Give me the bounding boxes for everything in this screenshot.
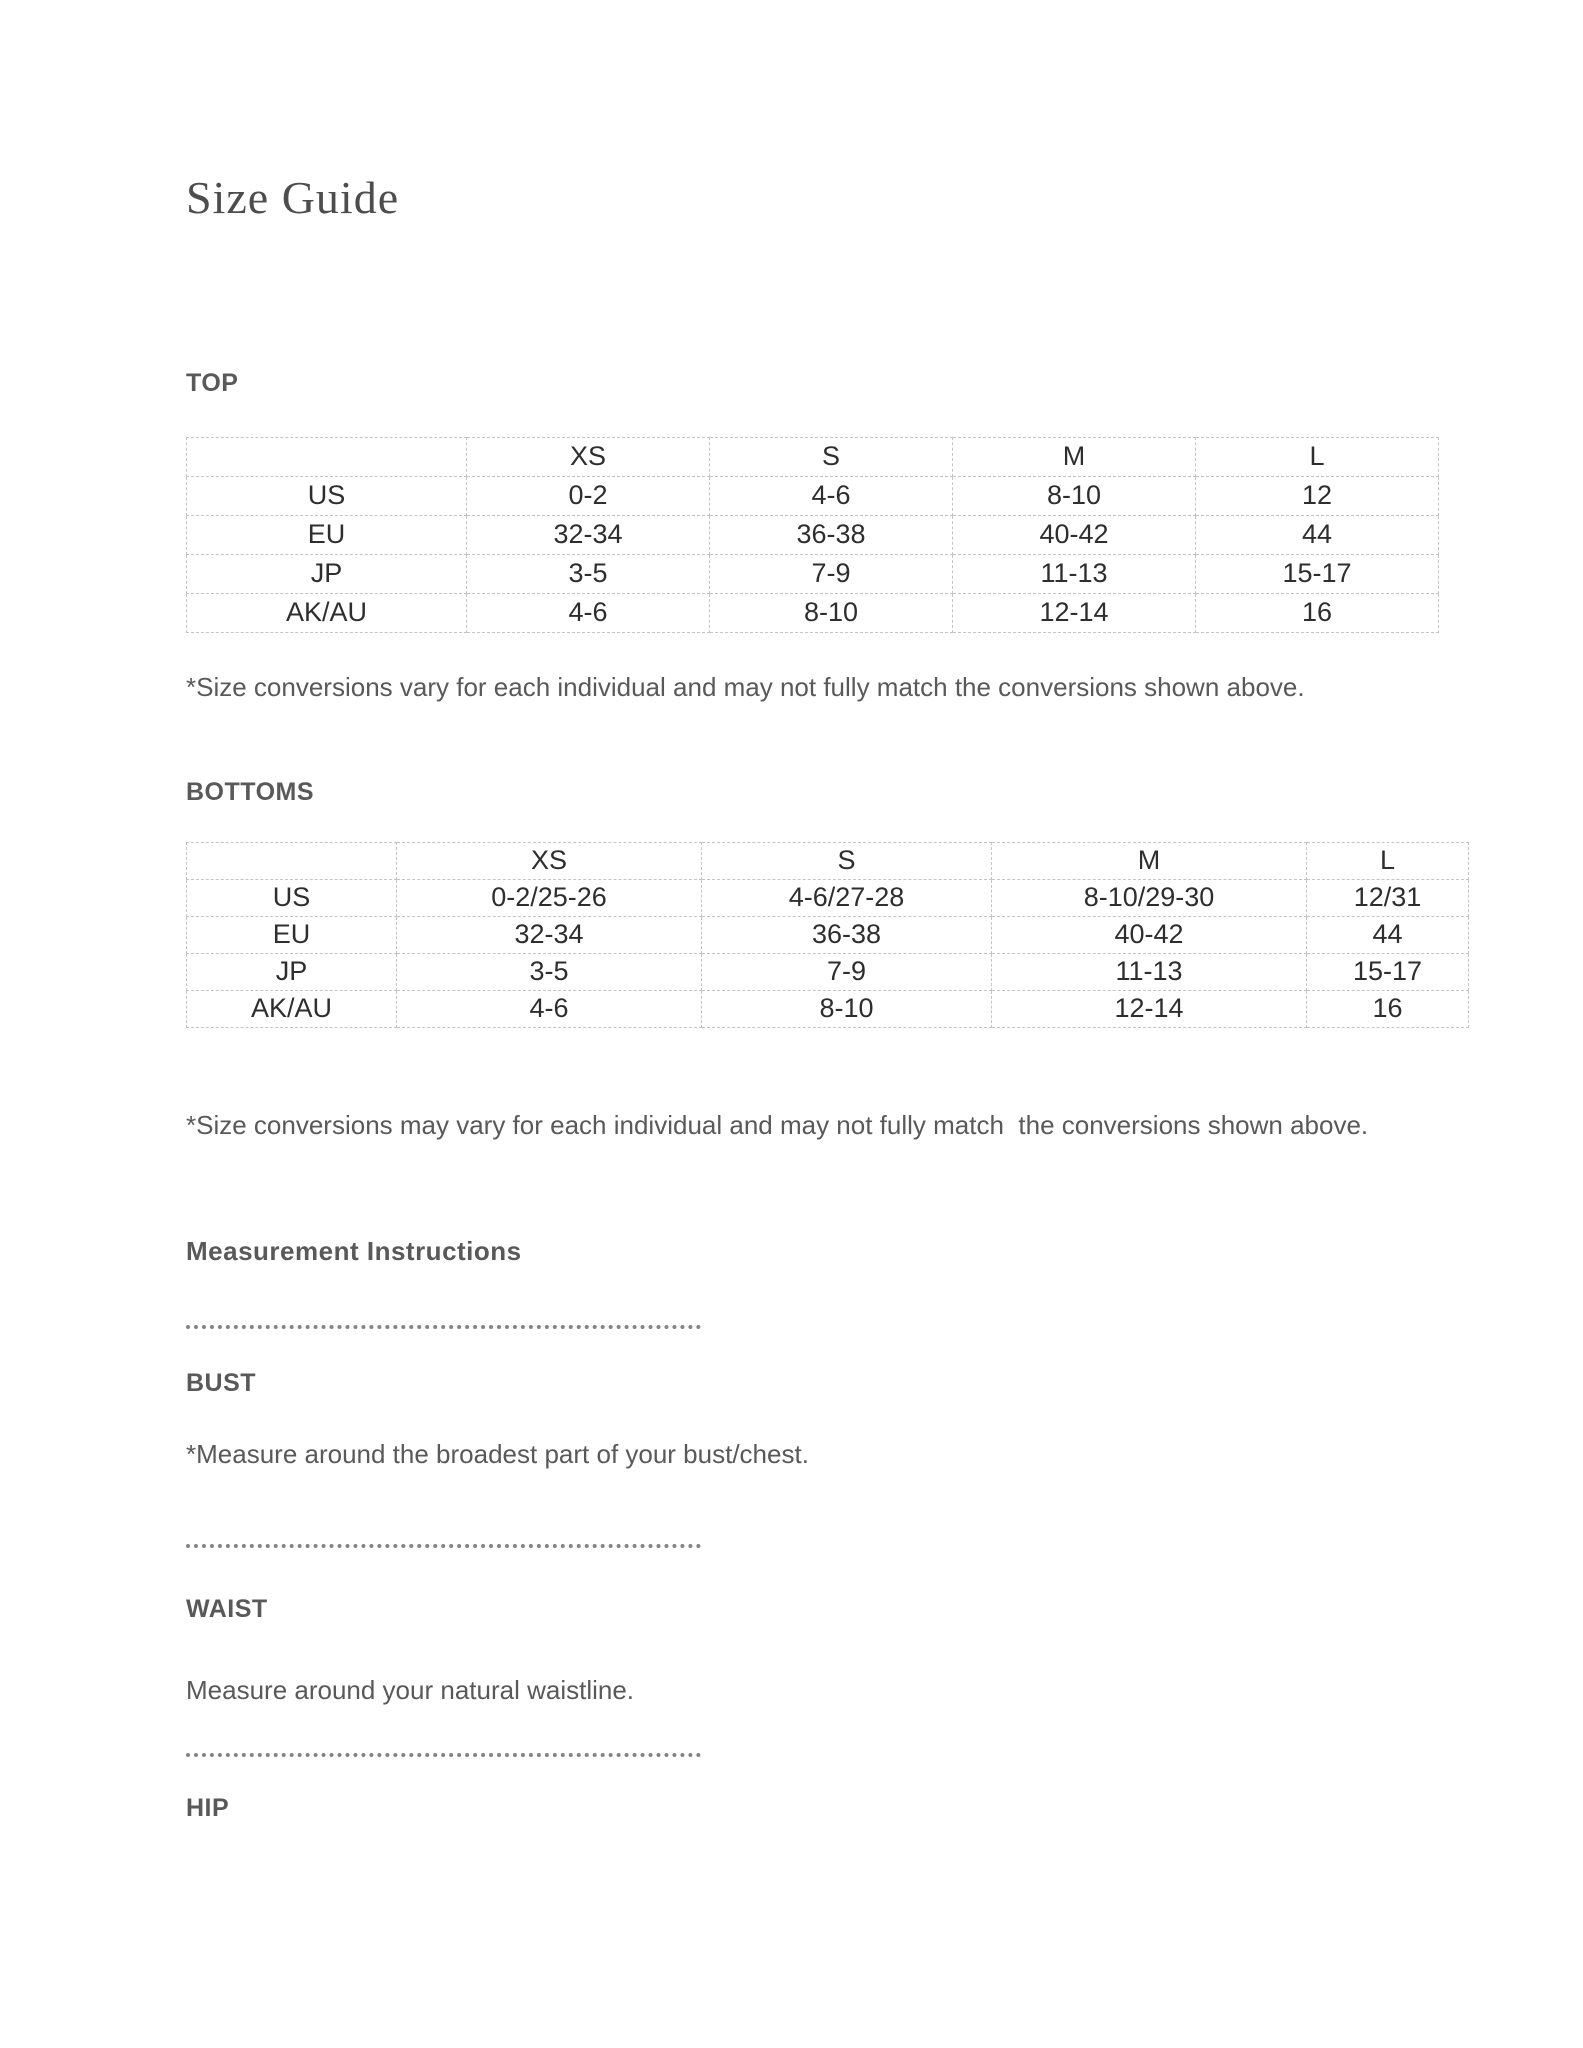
table-cell: 12-14 bbox=[992, 990, 1307, 1027]
table-cell: 0-2 bbox=[467, 476, 710, 515]
table-cell: 12 bbox=[1196, 476, 1439, 515]
table-cell: 4-6 bbox=[710, 476, 953, 515]
bust-instruction: *Measure around the broadest part of your bust/chest. bbox=[186, 1438, 809, 1469]
bottoms-heading: BOTTOMS bbox=[186, 777, 315, 806]
table-cell: 8-10 bbox=[953, 476, 1196, 515]
top-section bbox=[186, 368, 1443, 707]
table-cell: 44 bbox=[1196, 515, 1439, 554]
dotted-separator bbox=[186, 1544, 701, 1548]
table-cell: S bbox=[710, 437, 953, 476]
measurement-instructions-heading: Measurement Instructions bbox=[186, 1235, 522, 1266]
top-heading: TOP bbox=[186, 368, 239, 397]
table-header-row bbox=[187, 437, 1439, 476]
table-cell: XS bbox=[397, 842, 702, 879]
table-cell: 44 bbox=[1307, 916, 1469, 953]
page-title: Size Guide bbox=[186, 172, 400, 223]
table-cell: S bbox=[702, 842, 992, 879]
table-cell: AK/AU bbox=[187, 593, 467, 632]
table-cell: 32-34 bbox=[397, 916, 702, 953]
table-row bbox=[187, 476, 1439, 515]
bottoms-size-table bbox=[186, 842, 1469, 1028]
table-row bbox=[187, 554, 1439, 593]
table-cell: 7-9 bbox=[710, 554, 953, 593]
table-cell: 36-38 bbox=[710, 515, 953, 554]
table-cell: 40-42 bbox=[953, 515, 1196, 554]
table-row bbox=[187, 953, 1469, 990]
table-row bbox=[187, 593, 1439, 632]
top-note: *Size conversions vary for each individual and may not fully match the conversions shown above. bbox=[186, 671, 1305, 702]
table-cell bbox=[187, 842, 397, 879]
table-cell: JP bbox=[187, 953, 397, 990]
table-cell: 0-2/25-26 bbox=[397, 879, 702, 916]
measurement-instructions-section bbox=[186, 1236, 1443, 1823]
table-cell: 8-10 bbox=[702, 990, 992, 1027]
table-cell: 4-6/27-28 bbox=[702, 879, 992, 916]
dotted-separator bbox=[186, 1753, 701, 1757]
bottoms-note: *Size conversions may vary for each individual and may not fully match the conversions shown above. bbox=[186, 1109, 1369, 1140]
table-cell: 15-17 bbox=[1307, 953, 1469, 990]
dotted-separator bbox=[186, 1325, 701, 1329]
top-size-table bbox=[186, 437, 1439, 633]
hip-heading: HIP bbox=[186, 1793, 230, 1822]
table-cell: 36-38 bbox=[702, 916, 992, 953]
table-cell: XS bbox=[467, 437, 710, 476]
table-cell: AK/AU bbox=[187, 990, 397, 1027]
table-cell: 12/31 bbox=[1307, 879, 1469, 916]
table-cell: 16 bbox=[1307, 990, 1469, 1027]
table-cell bbox=[187, 437, 467, 476]
table-row bbox=[187, 515, 1439, 554]
table-cell: 8-10/29-30 bbox=[992, 879, 1307, 916]
table-cell: 4-6 bbox=[397, 990, 702, 1027]
table-cell: 11-13 bbox=[953, 554, 1196, 593]
bottoms-section bbox=[186, 777, 1443, 1147]
table-cell: 7-9 bbox=[702, 953, 992, 990]
waist-instruction: Measure around your natural waistline. bbox=[186, 1674, 635, 1705]
table-cell: 3-5 bbox=[467, 554, 710, 593]
table-cell: 12-14 bbox=[953, 593, 1196, 632]
table-cell: 15-17 bbox=[1196, 554, 1439, 593]
table-cell: 40-42 bbox=[992, 916, 1307, 953]
waist-heading: WAIST bbox=[186, 1594, 268, 1623]
table-cell: 11-13 bbox=[992, 953, 1307, 990]
table-cell: 32-34 bbox=[467, 515, 710, 554]
table-cell: M bbox=[992, 842, 1307, 879]
table-cell: L bbox=[1307, 842, 1469, 879]
table-cell: L bbox=[1196, 437, 1439, 476]
table-cell: US bbox=[187, 476, 467, 515]
table-cell: 4-6 bbox=[467, 593, 710, 632]
table-row bbox=[187, 879, 1469, 916]
table-row bbox=[187, 916, 1469, 953]
table-header-row bbox=[187, 842, 1469, 879]
table-row bbox=[187, 990, 1469, 1027]
table-cell: M bbox=[953, 437, 1196, 476]
table-cell: EU bbox=[187, 916, 397, 953]
table-cell: US bbox=[187, 879, 397, 916]
bust-heading: BUST bbox=[186, 1368, 257, 1397]
table-cell: 8-10 bbox=[710, 593, 953, 632]
table-cell: 16 bbox=[1196, 593, 1439, 632]
table-cell: EU bbox=[187, 515, 467, 554]
table-cell: 3-5 bbox=[397, 953, 702, 990]
table-cell: JP bbox=[187, 554, 467, 593]
